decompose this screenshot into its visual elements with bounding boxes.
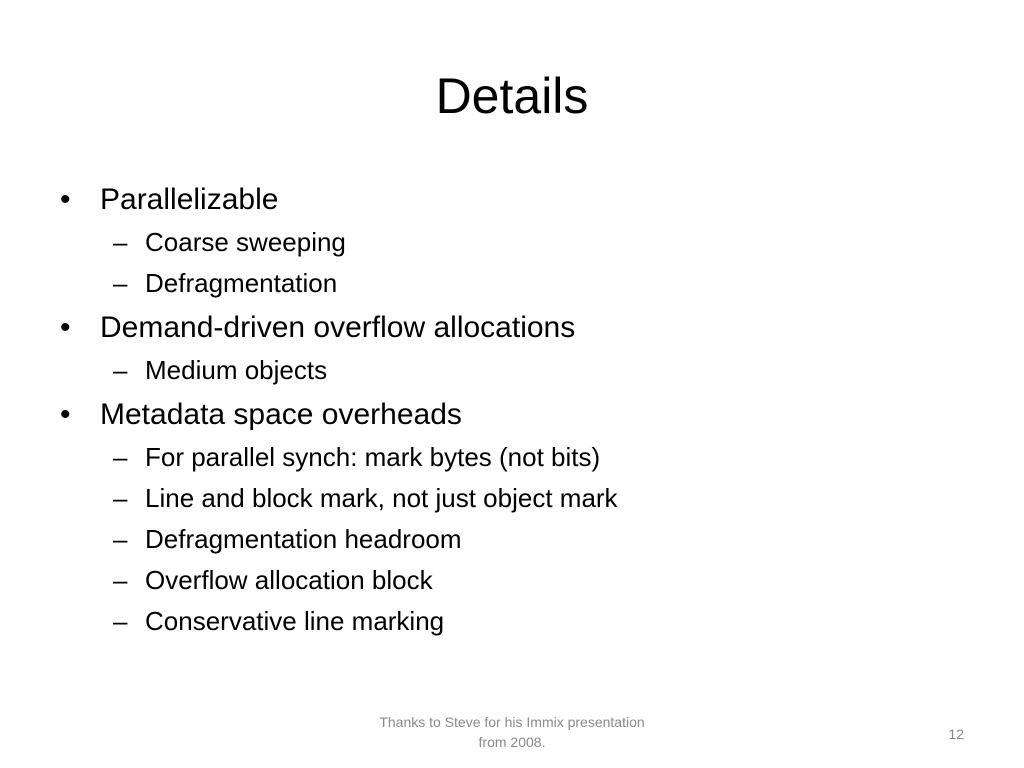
bullet-list <box>60 178 960 644</box>
sub-text: Defragmentation <box>145 268 338 298</box>
bullet-item-metadata <box>60 393 960 437</box>
sub-text: For parallel synch: mark bytes (not bits) <box>145 442 601 472</box>
sub-item <box>60 519 960 560</box>
sub-marker: – <box>113 606 128 636</box>
slide-title: Details <box>435 68 589 124</box>
bullet-marker: • <box>60 311 71 344</box>
sub-list <box>60 222 960 304</box>
sub-item <box>60 560 960 601</box>
sub-text: Medium objects <box>145 355 328 385</box>
sub-item <box>60 350 960 391</box>
sub-item <box>60 601 960 642</box>
bullet-text: Parallelizable <box>100 183 279 216</box>
sub-text: Conservative line marking <box>145 606 445 636</box>
bullet-item-parallelizable <box>60 178 960 222</box>
sub-item <box>60 437 960 478</box>
slide-footer <box>352 712 672 752</box>
sub-marker: – <box>113 355 128 385</box>
sub-text: Coarse sweeping <box>145 227 346 257</box>
sub-item <box>60 478 960 519</box>
bullet-marker: • <box>60 183 71 216</box>
bullet-text: Metadata space overheads <box>100 398 462 431</box>
footer-line: from 2008. <box>478 734 546 750</box>
sub-list <box>60 350 960 391</box>
sub-item <box>60 263 960 304</box>
footer-line: Thanks to Steve for his Immix presentation <box>379 714 645 730</box>
bullet-text: Demand-driven overflow allocations <box>100 311 576 344</box>
sub-text: Line and block mark, not just object mark <box>145 483 618 513</box>
sub-text: Defragmentation headroom <box>145 524 462 554</box>
sub-list <box>60 437 960 642</box>
bullet-marker: • <box>60 398 71 431</box>
sub-marker: – <box>113 565 128 595</box>
sub-marker: – <box>113 524 128 554</box>
sub-text: Overflow allocation block <box>145 565 433 595</box>
sub-marker: – <box>113 227 128 257</box>
sub-marker: – <box>113 483 128 513</box>
sub-marker: – <box>113 268 128 298</box>
slide-number: 12 <box>948 726 964 742</box>
bullet-item-demand-driven <box>60 306 960 350</box>
sub-marker: – <box>113 442 128 472</box>
sub-item <box>60 222 960 263</box>
